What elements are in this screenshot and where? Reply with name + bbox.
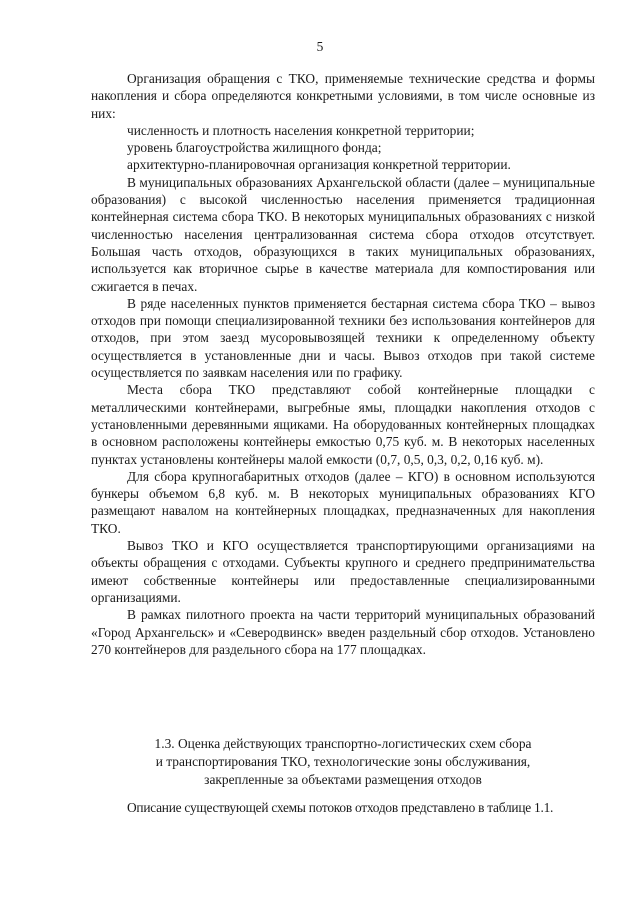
- condition-item: архитектурно-планировочная организация конкретной территории.: [127, 157, 511, 173]
- paragraph-transport: Вывоз ТКО и КГО осуществляется транспортирующими организациями на объекты обращения с отходами. Субъекты крупного и среднего предпринимательства имеют собственные контейнеры или предоставленные специализированными организациями.: [91, 538, 595, 605]
- table-reference-paragraph: Описание существующей схемы потоков отходов представлено в таблице 1.1.: [127, 800, 554, 815]
- paragraph-pilot-project: В рамках пилотного проекта на части территорий муниципальных образований «Город Архангельск» и «Северодвинск» введен раздельный сбор отходов. Установлено 270 контейнеров для раздельного сбора на 177 площадках.: [91, 607, 595, 657]
- paragraph-bulky-waste: Для сбора крупногабаритных отходов (далее – КГО) в основном используются бункеры объемом 6,8 куб. м. В некоторых муниципальных образованиях КГО размещают навалом на контейнерных площадках, предназначенных для накопления ТКО.: [91, 468, 595, 536]
- paragraph-collection-sites: Места сбора ТКО представляют собой контейнерные площадки с металлическими контейнерами, выгребные ямы, площадки накопления отходов с установленными деревянными ящиками. На оборудованных контейнерных площадках в основном расположены контейнеры емкостью 0,75 куб. м. В некоторых населенных пунктах установлены контейнеры малой емкости (0,7, 0,5, 0,3, 0,2, 0,16 куб. м).: [91, 382, 595, 467]
- section-heading-line: и транспортирования ТКО, технологические зоны обслуживания,: [155, 754, 531, 769]
- condition-item: уровень благоустройства жилищного фонда;: [127, 140, 382, 156]
- page-number: 5: [316, 39, 324, 54]
- body-text: [91, 70, 595, 658]
- section-heading: [91, 735, 595, 789]
- paragraph-containerless-system: В ряде населенных пунктов применяется бестарная система сбора ТКО – вывоз отходов при помощи специализированной техники без использования контейнеров для отходов, при этом заезд мусоровывозящей техники к определенному объекту осуществляется в установленные дни и часы. Вывоз отходов при такой системе осуществляется по заявкам населения или по графику.: [91, 295, 595, 381]
- condition-item: численность и плотность населения конкретной территории;: [127, 122, 475, 138]
- intro-paragraph: Организация обращения с ТКО, применяемые технические средства и формы накопления и сбора определяются конкретными условиями, в том числе основные из них:: [91, 71, 595, 121]
- section-heading-line: 1.3. Оценка действующих транспортно-логистических схем сбора: [154, 736, 532, 751]
- paragraph-container-system: В муниципальных образованиях Архангельской области (далее – муниципальные образования) с высокой численностью населения применяется традиционная контейнерная система сбора ТКО. В некоторых муниципальных образованиях с низкой численностью населения централизованная система сбора отходов отсутствует. Большая часть отходов, образующихся в таких муниципальных образованиях, используется как вторичное сырье в качестве материала для компостирования или сжигается в печах.: [91, 174, 595, 294]
- section-heading-line: закрепленные за объектами размещения отходов: [204, 772, 482, 787]
